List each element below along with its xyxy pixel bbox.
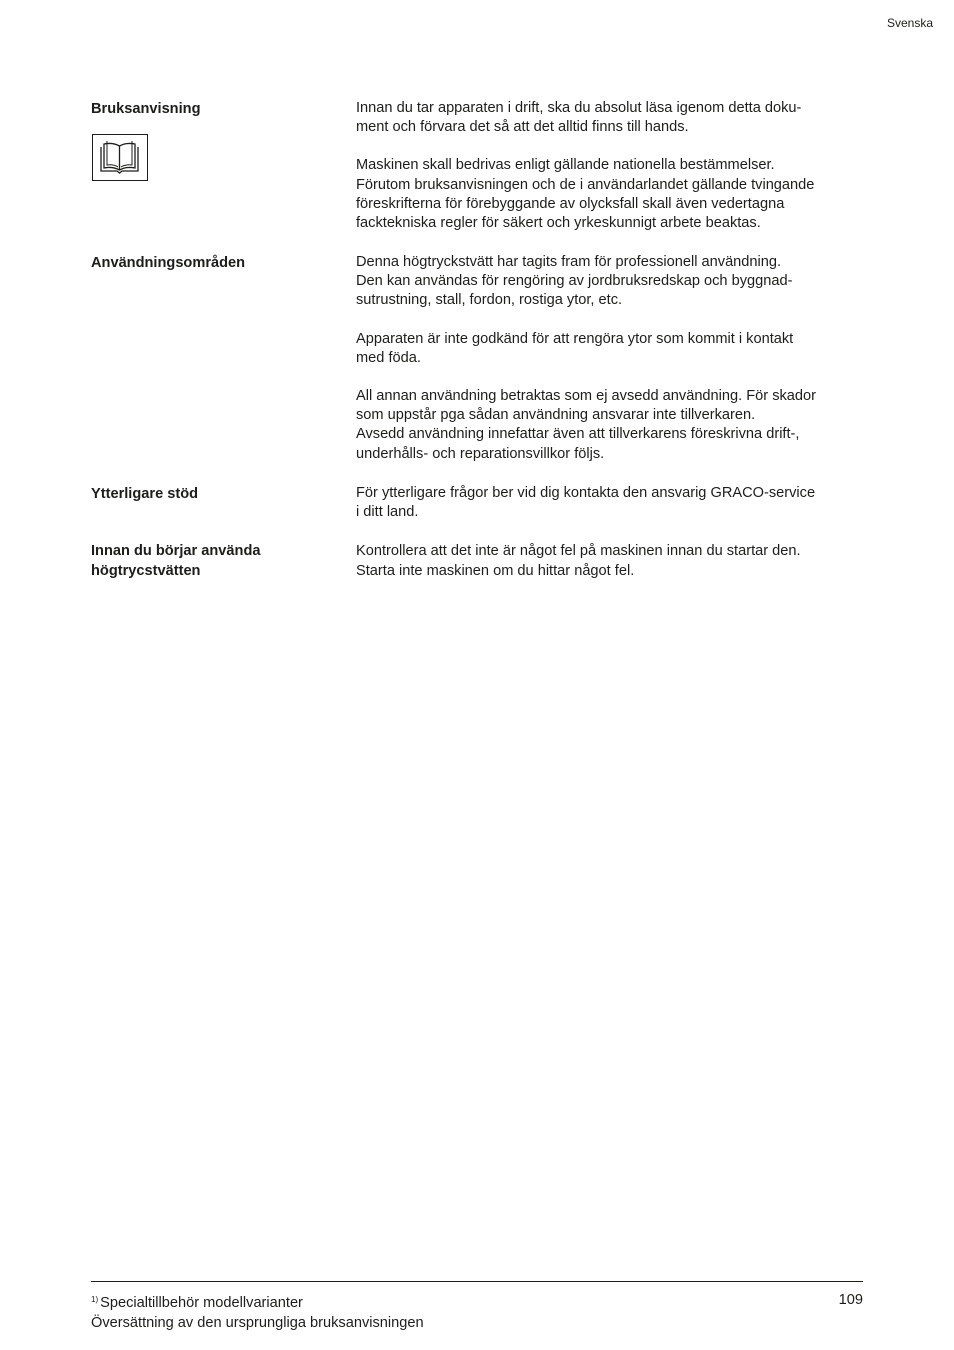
section-heading: Användningsområden [91,255,246,271]
heading-line: Innan du börjar använda [91,543,261,559]
paragraph [356,387,866,464]
text-line: Apparaten är inte godkänd för att rengöra ytor som kommit i kontakt [356,330,794,347]
text-line: med föda. [356,349,421,366]
section-heading: Ytterligare stöd [91,486,199,502]
footnote [91,1290,863,1313]
text-line: underhålls- och reparationsvillkor följs. [356,445,605,462]
text-line: som uppstår pga sådan användning ansvarar inte tillverkaren. [356,407,756,424]
text-line: Den kan användas för rengöring av jordbruksredskap och byggnad- [356,273,793,290]
text-line: Maskinen skall bedrivas enligt gällande nationella bestämmelser. [356,157,775,174]
page-footer [91,1290,863,1333]
paragraph [356,156,866,233]
paragraph [356,541,866,581]
text-line: facktekniska regler för säkert och yrkeskunnigt arbete beaktas. [356,215,761,232]
footer-divider [91,1281,863,1282]
paragraph [356,99,866,137]
paragraph [356,253,866,311]
page-number: 109 [838,1292,863,1308]
section-body [356,484,866,541]
text-line: i ditt land. [356,504,419,521]
footnote-mark: 1) [91,1295,99,1304]
section-heading: Bruksanvisning [91,101,201,117]
text-line: Förutom bruksanvisningen och de i användarlandet gällande tvingande [356,176,815,193]
text-line: Starta inte maskinen om du hittar något fel. [356,563,635,579]
section-body [356,99,866,252]
paragraph [356,330,866,368]
text-line: För ytterligare frågor ber vid dig kontakta den ansvarig GRACO-service [356,485,816,501]
footnote-text: Specialtillbehör modellvarianter [100,1295,303,1311]
section-body [356,253,866,483]
section-body [356,541,866,600]
section-heading [91,541,331,581]
text-line: sutrustning, stall, fordon, rostiga ytor, etc. [356,292,623,309]
text-line: All annan användning betraktas som ej avsedd användning. För skador [356,388,816,405]
paragraph [356,484,866,522]
translation-note: Översättning av den ursprungliga bruksanvisningen [91,1315,424,1331]
text-line: ment och förvara det så att det alltid finns till hands. [356,119,689,136]
text-line: föreskrifterna för förebyggande av olycksfall skall även vedertagna [356,195,785,212]
text-line: Denna högtryckstvätt har tagits fram för professionell användning. [356,254,782,270]
text-line: Kontrollera att det inte är något fel på maskinen innan du startar den. [356,543,801,559]
heading-line: högtrycstvätten [91,563,201,579]
language-label: Svenska [886,16,933,30]
book-icon [92,134,148,181]
text-line: Avsedd användning innefattar även att tillverkarens föreskrivna drift-, [356,426,800,443]
text-line: Innan du tar apparaten i drift, ska du absolut läsa igenom detta doku- [356,100,802,116]
